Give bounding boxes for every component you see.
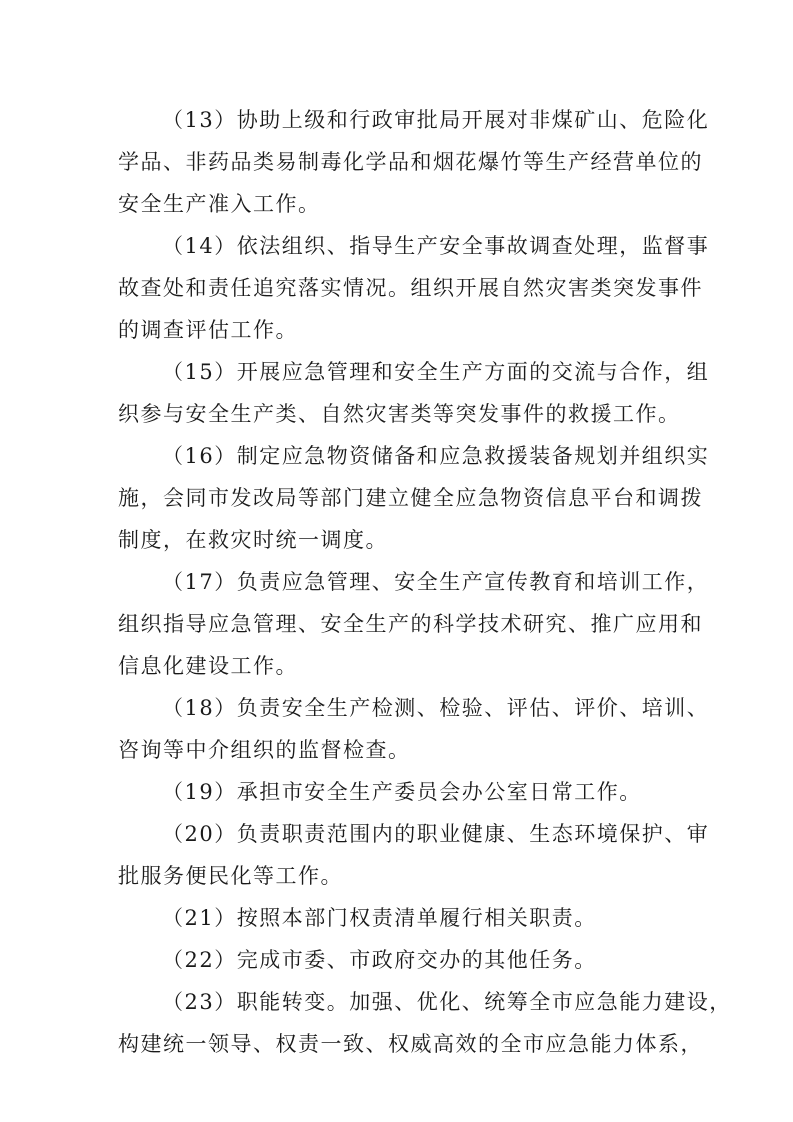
paragraph-line: （23）职能转变。加强、优化、统筹全市应急能力建设， xyxy=(162,990,732,1014)
paragraph-line: （13）协助上级和行政审批局开展对非煤矿山、危险化 xyxy=(162,108,710,132)
paragraph-line: 信息化建设工作。 xyxy=(118,654,298,678)
paragraph-line: 咨询等中介组织的监督检查。 xyxy=(118,738,411,762)
paragraph-line: （19）承担市安全生产委员会办公室日常工作。 xyxy=(162,780,642,804)
paragraph-line: 织参与安全生产类、自然灾害类等突发事件的救援工作。 xyxy=(118,402,681,426)
paragraph-line: （21）按照本部门权责清单履行相关职责。 xyxy=(162,906,597,930)
paragraph-line: 施，会同市发改局等部门建立健全应急物资信息平台和调拨 xyxy=(118,486,703,510)
paragraph-line: 制度，在救灾时统一调度。 xyxy=(118,528,388,552)
paragraph-line: 组织指导应急管理、安全生产的科学技术研究、推广应用和 xyxy=(118,612,703,636)
paragraph-line: 构建统一领导、权责一致、权威高效的全市应急能力体系， xyxy=(118,1032,703,1056)
paragraph-line: （17）负责应急管理、安全生产宣传教育和培训工作， xyxy=(162,570,710,594)
paragraph-line: 学品、非药品类易制毒化学品和烟花爆竹等生产经营单位的 xyxy=(118,150,703,174)
paragraph-line: （20）负责职责范围内的职业健康、生态环境保护、审 xyxy=(162,822,710,846)
paragraph-line: 安全生产准入工作。 xyxy=(118,192,321,216)
paragraph-line: （15）开展应急管理和安全生产方面的交流与合作，组 xyxy=(162,360,710,384)
paragraph-line: （14）依法组织、指导生产安全事故调查处理，监督事 xyxy=(162,234,710,258)
paragraph-line: （16）制定应急物资储备和应急救援装备规划并组织实 xyxy=(162,444,710,468)
paragraph-line: 批服务便民化等工作。 xyxy=(118,864,343,888)
paragraph-line: 故查处和责任追究落实情况。组织开展自然灾害类突发事件 xyxy=(118,276,703,300)
paragraph-line: （18）负责安全生产检测、检验、评估、评价、培训、 xyxy=(162,696,710,720)
paragraph-line: 的调查评估工作。 xyxy=(118,318,298,342)
paragraph-line: （22）完成市委、市政府交办的其他任务。 xyxy=(162,948,597,972)
